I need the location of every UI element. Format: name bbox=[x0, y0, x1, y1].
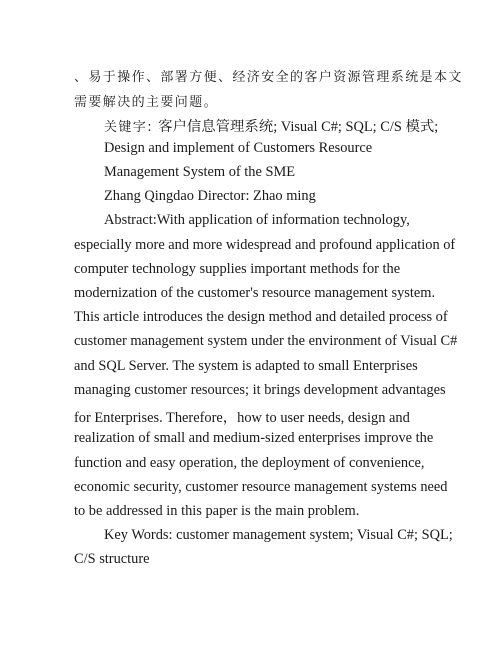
abstract-line: especially more and more widespread and profound application of bbox=[74, 237, 456, 253]
abstract-line: function and easy operation, the deployment of convenience, bbox=[74, 455, 425, 471]
abstract-line: computer technology supplies important methods for the bbox=[74, 261, 401, 277]
abstract-line: to be addressed in this paper is the main problem. bbox=[74, 503, 360, 519]
english-title-line-2: Management System of the SME bbox=[104, 164, 296, 180]
keywords-cn-line bbox=[104, 115, 438, 136]
abstract-line: This article introduces the design method and detailed process of bbox=[74, 309, 448, 325]
chinese-intro-line-1: 、易于操作、部署方便、经济安全的客户资源管理系统是本文 bbox=[74, 70, 463, 85]
abstract-line: and SQL Server. The system is adapted to small Enterprises bbox=[74, 358, 418, 374]
keywords-en-line-2: C/S structure bbox=[74, 551, 150, 567]
abstract-line: for Enterprises. Therefore，how to user needs, design and bbox=[74, 410, 410, 426]
keywords-en-line-1: Key Words: customer management system; Visual C#; SQL; bbox=[104, 527, 453, 543]
author-line: Zhang Qingdao Director: Zhao ming bbox=[104, 188, 316, 204]
keywords-cn-terms: 客户信息管理系统; Visual C#; SQL; C/S 模式; bbox=[158, 119, 439, 135]
abstract-line: Abstract:With application of information technology, bbox=[104, 212, 410, 228]
abstract-line: customer management system under the environment of Visual C# bbox=[74, 333, 458, 349]
abstract-line: economic security, customer resource management systems need bbox=[74, 479, 448, 495]
keywords-cn-label: 关键字: bbox=[104, 120, 153, 135]
abstract-line: managing customer resources; it brings development advantages bbox=[74, 382, 446, 398]
abstract-line: modernization of the customer's resource management system. bbox=[74, 285, 436, 301]
english-title-line-1: Design and implement of Customers Resource bbox=[104, 140, 373, 156]
chinese-intro-line-2: 需要解决的主要问题。 bbox=[74, 95, 219, 110]
abstract-line: realization of small and medium-sized enterprises improve the bbox=[74, 430, 434, 446]
